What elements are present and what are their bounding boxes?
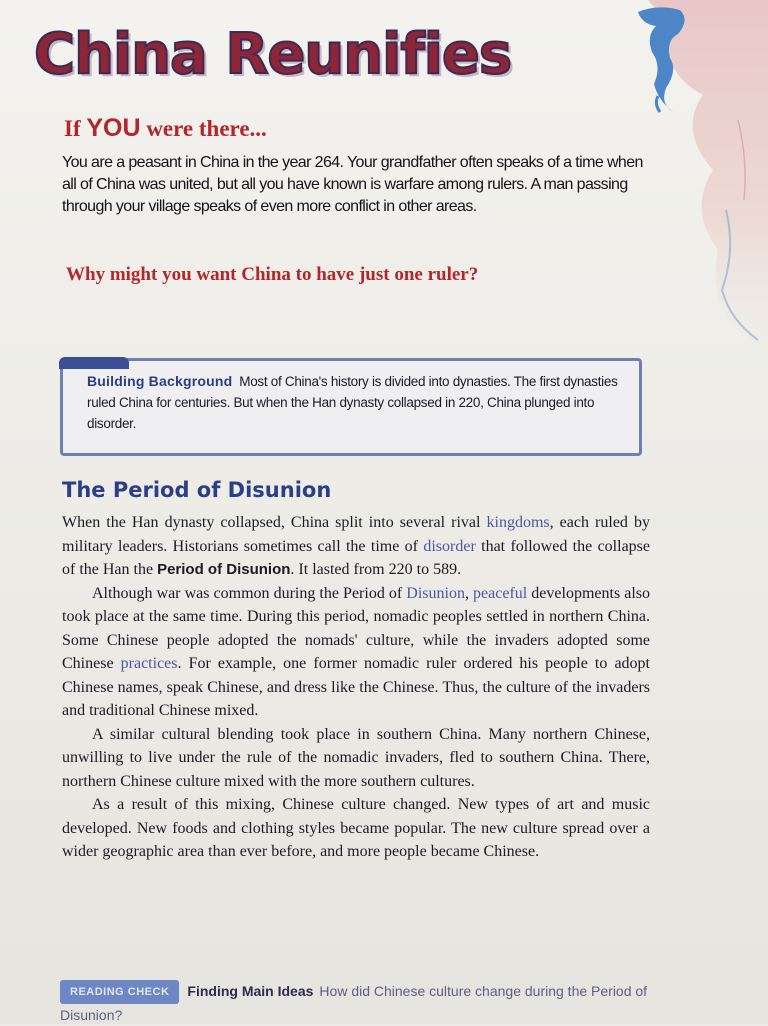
vocab-kingdoms: kingdoms	[486, 514, 550, 531]
reading-check-question: How did Chinese culture change during the Period of Disunion?	[60, 983, 648, 1023]
if-you-were-there-heading	[64, 114, 267, 143]
paragraph-4: As a result of this mixing, Chinese culture changed. New types of art and music developed. New foods and clothing styles became popular. The new culture spread over a wider geographic area than ever before, and more people became Chinese.	[62, 796, 650, 860]
vocab-practices: practices	[120, 655, 178, 672]
paragraph-3: A similar cultural blending took place in southern China. Many northern Chinese, unwilling to live under the rule of the nomadic invaders, fled to southern China. There, northern Chinese culture mixed with the more southern cultures.	[62, 725, 650, 790]
scenario-question: Why might you want China to have just one ruler?	[66, 264, 479, 285]
p2-text-b: ,	[464, 584, 474, 602]
building-background-text	[87, 371, 627, 434]
page-title: China Reunifies	[34, 22, 512, 87]
reading-check-label: Finding Main Ideas	[187, 983, 314, 999]
if-you-prefix: If	[64, 116, 87, 141]
vocab-disunion: Disunion	[406, 584, 465, 602]
vocab-disorder: disorder	[423, 537, 476, 555]
p1-text-a: When the Han dynasty collapsed, China split into several rival	[62, 514, 487, 531]
scenario-text: You are a peasant in China in the year 264. Your grandfather often speaks of a time when all of China was united, but all you have known is warfare among rulers. A man passing through your village speaks of even more conflict in other areas.	[62, 154, 643, 215]
section-body	[62, 511, 650, 864]
p2-text-c: developments also took place at the same time. During this period, nomadic peoples settled in northern China. Some Chinese people adopted the nomads' culture, while the invaders adopted some Chinese	[62, 584, 651, 672]
key-term-period-of-disunion: Period of Disunion	[157, 561, 291, 578]
reading-check-badge: READING CHECK	[60, 980, 179, 1004]
p2-text-a: Although war was common during the Period of	[92, 584, 407, 602]
p1-text-b: , each ruled by military leaders. Historians sometimes call the time of	[62, 514, 650, 555]
vocab-peaceful: peaceful	[473, 584, 528, 602]
p1-text-d: . It lasted from 220 to 589.	[290, 561, 462, 578]
paragraph-2	[62, 582, 650, 723]
if-you-suffix: were there...	[140, 116, 267, 141]
reading-check	[60, 980, 660, 1026]
p1-text-c: that followed the collapse of the Han the	[62, 537, 650, 578]
paragraph-1	[62, 511, 650, 582]
building-background-box	[60, 358, 642, 456]
building-background-body: Most of China's history is divided into dynasties. The first dynasties ruled China for centuries. But when the Han dynasty collapsed in 220, China plunged into disorder.	[87, 374, 618, 431]
if-you-you: YOU	[86, 114, 141, 142]
section-heading: The Period of Disunion	[62, 478, 332, 502]
building-background-label: Building Background	[87, 373, 233, 389]
p2-text-d: . For example, one former nomadic ruler ordered his people to adopt Chinese names, speak Chinese, and dress like the Chinese. Thus, the culture of the invaders and traditional Chinese mixed.	[62, 655, 650, 719]
